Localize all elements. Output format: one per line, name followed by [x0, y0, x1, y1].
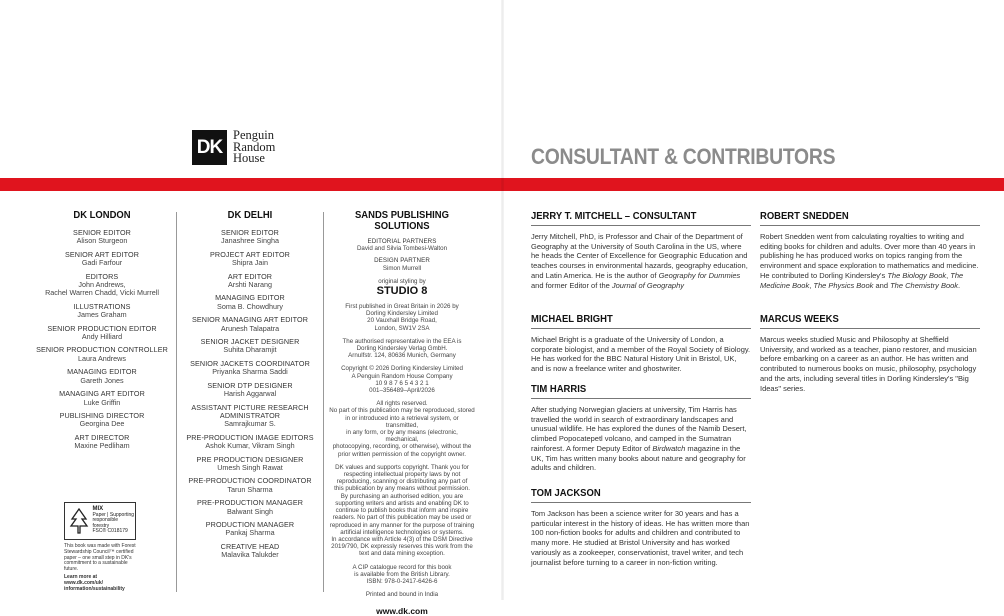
credit-name: Tarun Sharma	[227, 484, 273, 494]
bio-rule	[760, 328, 980, 329]
fsc-mix: MIX	[92, 506, 104, 513]
contributor-bio	[531, 210, 751, 290]
credit-role: SENIOR MANAGING ART EDITOR	[191, 315, 309, 325]
credit-role: PUBLISHING DIRECTOR	[59, 410, 145, 420]
fsc-note: This book was made with Forest Stewardship Council™ certified paper – one small step in DK's commitment to a sustainable future.	[64, 543, 136, 573]
credit-role: SENIOR PRODUCTION EDITOR	[47, 323, 157, 333]
bio-rule	[531, 328, 751, 329]
credit-name: Suhita Dharamjit	[223, 345, 277, 355]
fsc-tree-icon	[68, 506, 89, 536]
bio-rule	[531, 398, 751, 399]
credit-name: Pankaj Sharma	[225, 528, 275, 538]
column-divider	[323, 212, 324, 592]
credit-name: Malavika Talukder	[221, 550, 279, 560]
design-partner-role: DESIGN PARTNER	[374, 257, 430, 265]
credit-role: ASSISTANT PICTURE RESEARCH ADMINISTRATOR	[191, 402, 309, 420]
dk-website: www.dk.com	[376, 606, 428, 616]
contributor-bio	[760, 313, 980, 393]
bio-heading: JERRY T. MITCHELL – CONSULTANT	[531, 210, 697, 222]
dk-penguin-logo	[192, 130, 275, 165]
fsc-logo	[64, 502, 136, 540]
rights-reserved: All rights reserved.	[376, 400, 428, 408]
credit-name: Andy Hilliard	[81, 332, 123, 342]
publisher-line: House	[233, 151, 265, 166]
bio-heading: MARCUS WEEKS	[760, 313, 839, 325]
bio-heading: TOM JACKSON	[531, 487, 601, 499]
design-partner-name: Simon Murrell	[382, 264, 422, 272]
credit-role: PRE-PRODUCTION COORDINATOR	[188, 476, 312, 486]
dk-london-credits	[32, 210, 172, 451]
bio-text: Robert Snedden went from calculating royalties to writing and editing books for children and adults. Over more than 40 years in publishing he has produced works on topics ranging from the environment and space exploration to mathematics and medicine. He contributed to Dorling Kindersley's The Biology Book, The Medicine Book, The Physics Book and The Chemistry Book.	[760, 232, 979, 290]
studio-name: STUDIO 8	[376, 285, 428, 298]
contributor-bio	[531, 383, 751, 473]
fsc-code: FSC® C018179	[92, 528, 128, 535]
credit-role: MANAGING ART EDITOR	[59, 389, 145, 399]
bio-rule	[531, 502, 751, 503]
cip-record: A CIP catalogue record for this book is available from the British Library. ISBN: 978-0-2417-6426-6	[352, 563, 452, 585]
contributor-bio	[760, 210, 980, 290]
credit-name: Georgina Dee	[79, 419, 125, 429]
bio-heading: MICHAEL BRIGHT	[531, 313, 613, 325]
credit-name: Samrajkumar S.	[224, 419, 276, 429]
credit-role: SENIOR JACKETS COORDINATOR	[190, 358, 310, 368]
credit-role: PRE-PRODUCTION IMAGE EDITORS	[186, 432, 314, 442]
dk-delhi-credits	[182, 210, 318, 560]
credit-role: EDITORS	[85, 271, 119, 281]
copyright-notice: Copyright © 2026 Dorling Kindersley Limited A Penguin Random House Company 10 9 8 7 6 5 4 3 2 1 001–356489–April/2026	[341, 365, 463, 395]
bio-heading: TIM HARRIS	[531, 383, 587, 395]
publisher-name	[233, 130, 275, 165]
sands-heading: SANDS PUBLISHING SOLUTIONS	[355, 209, 449, 232]
credit-name: Luke Griffin	[83, 397, 121, 407]
fsc-paper-label: Paper | Supporting responsible forestry	[92, 511, 135, 529]
contributor-bio	[531, 313, 751, 374]
credit-name: Gadi Farfour	[81, 258, 123, 268]
fsc-certification	[64, 502, 136, 592]
credit-role: PRODUCTION MANAGER	[205, 519, 295, 529]
publisher-line: Penguin	[233, 128, 274, 143]
printed-note: Printed and bound in India	[365, 591, 439, 599]
credit-role: MANAGING EDITOR	[67, 367, 137, 377]
credit-role: MANAGING EDITOR	[215, 293, 285, 303]
credit-name: Priyanka Sharma Saddi	[212, 367, 288, 377]
bio-text: Marcus weeks studied Music and Philosophy at Sheffield University, and worked as a teacher, piano restorer, and musician before embarking on a career as an author. He has written and contributed to numerous books on music, philosophy, psychology and the arts, including several titles in Dorling Kindersley's "Big Ideas" series.	[760, 335, 977, 393]
bio-rule	[531, 225, 751, 226]
editorial-partners-role: EDITORIAL PARTNERS	[367, 238, 437, 245]
credit-name: Shipra Jain	[232, 258, 268, 268]
first-published: First published in Great Britain in 2026 by Dorling Kindersley Limited 20 Vauxhall Bridge Road, London, SW1V 2SA	[345, 303, 459, 332]
bio-text: After studying Norwegian glaciers at university, Tim Harris has travelled the world in search of extraordinary landscapes and unusual wildlife. He has explored the dunes of the Namib Desert, climbed Popocatepetl volcano, and camped in the Sumatran rainforest. A former Deputy Editor of Birdwatch magazine in the UK, Tim has written many books about nature and geography for adults and children.	[531, 405, 747, 473]
credit-name: Gareth Jones	[80, 375, 124, 385]
credit-name: Maxine Pedliham	[74, 441, 130, 451]
credit-role: SENIOR PRODUCTION CONTROLLER	[36, 345, 168, 355]
credit-role: CREATIVE HEAD	[220, 541, 280, 551]
credit-role: PROJECT ART EDITOR	[210, 249, 290, 259]
credit-name: John Andrews, Rachel Warren Chadd, Vicki Murrell	[45, 280, 159, 298]
credit-name: Alison Sturgeon	[76, 236, 128, 246]
section-title: CONSULTANT & CONTRIBUTORS	[531, 144, 836, 169]
credit-role: PRE PRODUCTION DESIGNER	[196, 454, 304, 464]
publisher-line: Random	[233, 139, 276, 154]
bio-text: Tom Jackson has been a science writer for 30 years and has a particular interest in the history of ideas. He has written more than 100 non-fiction books for adults and children and contributed to many more. He studied at Bristol University and has worked variously as a zookeeper, conservationist, travel writer, and tech journalist before turning to a career in non-fiction writing.	[531, 509, 750, 567]
credit-role: SENIOR EDITOR	[73, 228, 131, 237]
column-divider	[176, 212, 177, 592]
dk-logo-mark: DK	[192, 130, 227, 165]
credit-role: ART DIRECTOR	[74, 432, 130, 442]
bio-heading: ROBERT SNEDDEN	[760, 210, 849, 222]
credit-role: SENIOR JACKET DESIGNER	[200, 337, 300, 347]
dk-delhi-heading: DK DELHI	[227, 209, 273, 221]
rights-body: No part of this publication may be reproduced, stored in or introduced into a retrieval system, or transmitted, in any form, or by any means (electronic, mechanical, photocopying, recording, or otherwise), without the prior written permission of the copyright owner.	[329, 407, 475, 458]
credit-role: PRE-PRODUCTION MANAGER	[196, 498, 304, 508]
credit-name: Ashok Kumar, Vikram Singh	[205, 441, 295, 451]
copyright-values: DK values and supports copyright. Thank you for respecting intellectual property laws by not reproducing, scanning or distributing any part of this publication by any means without permission. By purchasing an authorised edition, you are supporting writers and artists and enabling DK to continue to publish books that inform and inspire readers. No part of this publication may be used or reproduced in any manner for the purpose of training artificial intelligence technologies or systems. In accordance with Article 4(3) of the DSM Directive 2019/790, DK expressly reserves this work from the text and data mining exception.	[329, 463, 475, 558]
credit-name: Laura Andrews	[78, 353, 126, 363]
credit-role: ILLUSTRATIONS	[73, 301, 131, 311]
eea-representative: The authorised representative in the EEA is Dorling Kindersley Verlag GmbH. Arnulfstr. 124, 80636 Munich, Germany	[342, 337, 462, 360]
credit-name: Umesh Singh Rawat	[217, 462, 283, 472]
bio-rule	[760, 225, 980, 226]
dk-london-heading: DK LONDON	[73, 209, 131, 221]
credit-name: Balwant Singh	[227, 506, 273, 516]
styling-note: original styling by	[378, 277, 426, 285]
bio-text: Michael Bright is a graduate of the University of London, a corporate biologist, and a member of the Royal Society of Biology. He has worked for the BBC Natural History Unit in Bristol, UK, and is now a freelance writer and ghostwriter.	[531, 335, 751, 374]
credit-role: SENIOR DTP DESIGNER	[207, 380, 293, 390]
credit-role: SENIOR ART EDITOR	[65, 249, 139, 259]
editorial-partners-names: David and Silvia Tombesi-Walton	[356, 245, 448, 253]
credit-name: James Graham	[77, 310, 127, 320]
credit-name: Arshti Narang	[228, 280, 272, 290]
contributor-bio	[531, 487, 751, 567]
bio-text: Jerry Mitchell, PhD, is Professor and Chair of the Department of Geography at the University of South Carolina in the US, where he heads the Center of Excellence for Geographic Education and teaches courses in environmental hazards, geography education, and Latin America. He is the author of Geography for Dummies and former Editor of the Journal of Geography	[531, 232, 748, 290]
credit-name: Janashree Singha	[221, 236, 279, 246]
sands-credits	[329, 210, 475, 616]
book-gutter	[501, 0, 504, 600]
credit-name: Arunesh Talapatra	[220, 323, 280, 333]
credit-role: ART EDITOR	[227, 271, 273, 281]
sustainability-link: Learn more at www.dk.com/uk/ information/sustainability	[64, 573, 125, 592]
credit-name: Soma B. Chowdhury	[217, 301, 283, 311]
credit-name: Harish Aggarwal	[223, 389, 277, 399]
credit-role: SENIOR EDITOR	[221, 228, 279, 237]
